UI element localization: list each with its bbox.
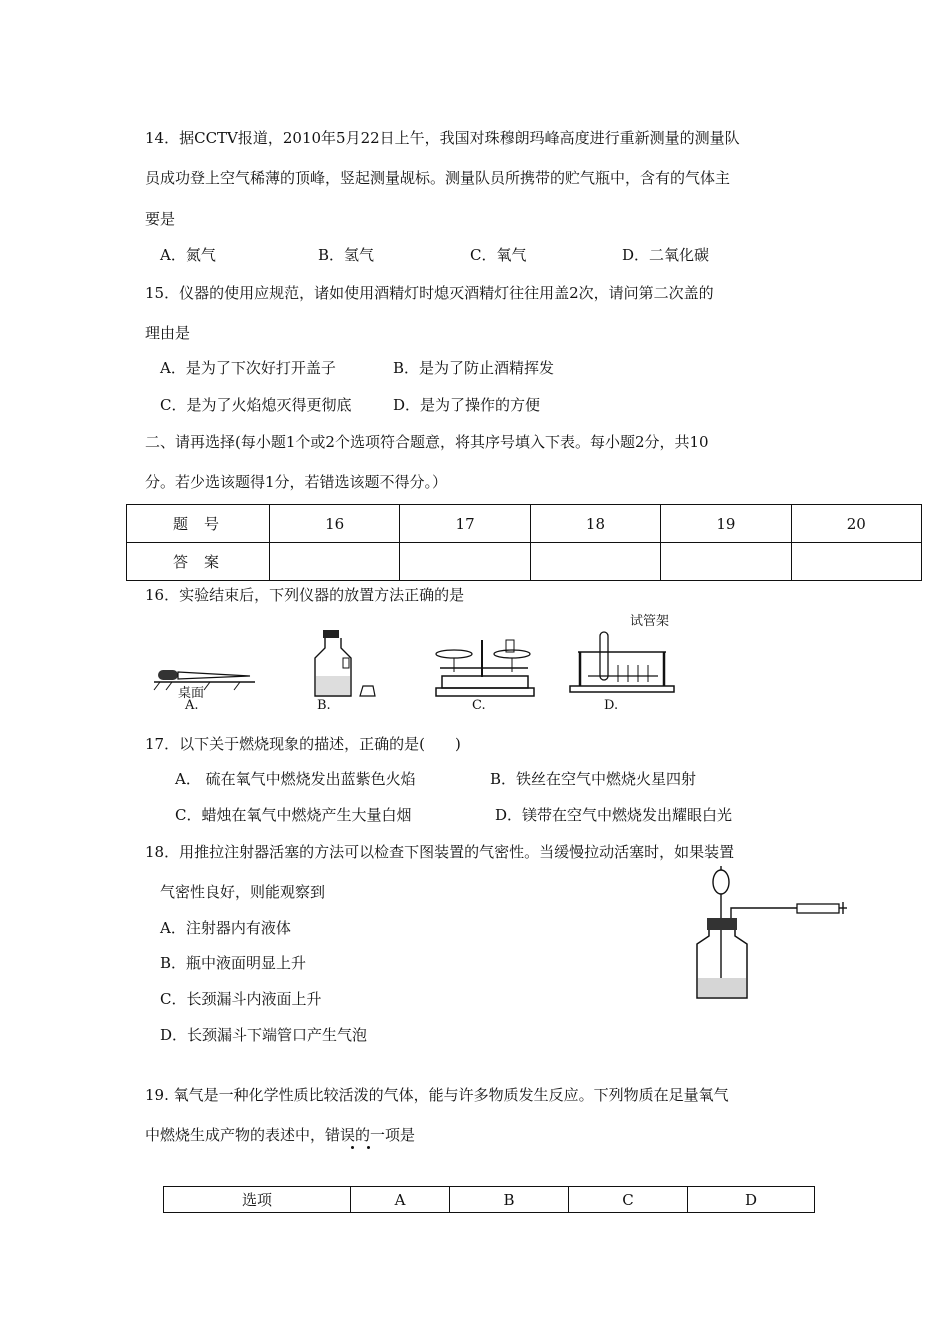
balance-base <box>442 676 528 688</box>
figure-a-dropper <box>150 648 260 693</box>
figure-d-label: D. <box>604 698 619 713</box>
figure-d-test-tube-rack <box>566 630 686 695</box>
answer-cell-20[interactable] <box>791 543 921 581</box>
figure-airtightness-apparatus <box>685 866 850 1006</box>
q16-line-1: 16．实验结束后，下列仪器的放置方法正确的是 <box>145 586 465 604</box>
dropper-bulb <box>158 670 178 680</box>
inverted-test-tube <box>600 632 608 680</box>
q19-header-d: D <box>688 1187 815 1213</box>
rack-base <box>570 686 674 692</box>
q17-option-a: A． 硫在氧气中燃烧发出蓝紫色火焰 <box>175 770 416 788</box>
q19-header-c: C <box>569 1187 688 1213</box>
q19-line-1: 19. 氧气是一种化学性质比较活泼的气体，能与许多物质发生反应。下列物质在足量氧气 <box>145 1086 729 1104</box>
bottle-liquid <box>316 676 350 695</box>
figure-b-reagent-bottle <box>305 628 385 700</box>
answer-table-answer-row <box>127 543 922 581</box>
connecting-tube <box>731 908 797 918</box>
answer-cell-16[interactable] <box>270 543 400 581</box>
q14-line-1: 14．据CCTV报道，2010年5月22日上午，我国对珠穆朗玛峰高度进行重新测量的测量队 <box>145 129 740 147</box>
answer-cell-19[interactable] <box>661 543 791 581</box>
answer-table-header-number: 题号 <box>127 505 270 543</box>
q19-header-a: A <box>351 1187 450 1213</box>
answer-table-number-row <box>127 505 922 543</box>
answer-cell-18[interactable] <box>530 543 660 581</box>
emphasis-dot <box>367 1146 370 1149</box>
answer-table-number-16: 16 <box>270 505 400 543</box>
q18-option-b: B．瓶中液面明显上升 <box>160 954 307 972</box>
q14-option-a: A．氮气 <box>160 246 216 264</box>
answer-table-number-18: 18 <box>530 505 660 543</box>
q14-line-3: 要是 <box>145 210 176 228</box>
q14-option-b: B．氢气 <box>318 246 375 264</box>
q19-header-b: B <box>450 1187 569 1213</box>
q15-option-d: D．是为了操作的方便 <box>393 396 541 414</box>
dropper-tube <box>178 672 250 679</box>
q15-option-a: A．是为了下次好打开盖子 <box>160 359 336 377</box>
q17-line-1: 17．以下关于燃烧现象的描述，正确的是( ) <box>145 735 461 753</box>
q17-option-b: B．铁丝在空气中燃烧火星四射 <box>490 770 697 788</box>
q14-line-2: 员成功登上空气稀薄的顶峰，竖起测量觇标。测量队员所携带的贮气瓶中，含有的气体主 <box>145 169 731 187</box>
q14-option-c: C．氧气 <box>470 246 527 264</box>
q18-option-a: A．注射器内有液体 <box>160 919 291 937</box>
stopper-on-table <box>360 686 375 696</box>
q19-options-header-row <box>164 1187 815 1213</box>
answer-table-number-17: 17 <box>400 505 530 543</box>
q18-line-2: 气密性良好，则能观察到 <box>160 883 326 901</box>
balance-right-pan <box>494 650 530 658</box>
q18-option-d: D．长颈漏斗下端管口产生气泡 <box>160 1026 368 1044</box>
emphasis-dot <box>351 1146 354 1149</box>
q17-option-d: D．镁带在空气中燃烧发出耀眼白光 <box>495 806 733 824</box>
answer-table-number-20: 20 <box>791 505 921 543</box>
q19-options-table <box>163 1186 815 1213</box>
figure-c-balance <box>432 632 542 700</box>
q18-option-c: C．长颈漏斗内液面上升 <box>160 990 322 1008</box>
q15-option-b: B．是为了防止酒精挥发 <box>393 359 555 377</box>
q17-option-c: C．蜡烛在氧气中燃烧产生大量白烟 <box>175 806 412 824</box>
section2-line-2: 分。若少选该题得1分，若错选该题不得分。） <box>145 473 448 491</box>
balance-left-pan <box>436 650 472 658</box>
figure-b-label: B. <box>317 698 331 713</box>
figure-c-label: C. <box>472 698 486 713</box>
q15-line-2: 理由是 <box>145 324 191 342</box>
answer-cell-17[interactable] <box>400 543 530 581</box>
funnel-bulb <box>713 870 729 894</box>
answer-table-number-19: 19 <box>661 505 791 543</box>
bottle-stopper <box>323 630 339 638</box>
q15-option-c: C．是为了火焰熄灭得更彻底 <box>160 396 352 414</box>
answer-table-header-answer: 答案 <box>127 543 270 581</box>
q19-line-2: 中燃烧生成产物的表述中，错误的一项是 <box>145 1126 416 1144</box>
figure-a-table-label: 桌面 <box>178 686 205 701</box>
section2-line-1: 二、请再选择(每小题1个或2个选项符合题意，将其序号填入下表。每小题2分，共10 <box>145 433 709 451</box>
syringe-barrel <box>797 904 839 913</box>
rubber-stopper <box>707 918 737 930</box>
q15-line-1: 15．仪器的使用应规范，诸如使用酒精灯时熄灭酒精灯往往用盖2次，请问第二次盖的 <box>145 284 714 302</box>
bottle-liquid-level <box>698 978 746 997</box>
figure-d-rack-label: 试管架 <box>630 614 670 629</box>
q14-option-d: D．二氧化碳 <box>622 246 710 264</box>
q19-header-option: 选项 <box>164 1187 351 1213</box>
figure-a-label: A. <box>185 698 199 713</box>
answer-table <box>126 504 922 581</box>
q18-line-1: 18．用推拉注射器活塞的方法可以检查下图装置的气密性。当缓慢拉动活塞时，如果装置 <box>145 843 735 861</box>
